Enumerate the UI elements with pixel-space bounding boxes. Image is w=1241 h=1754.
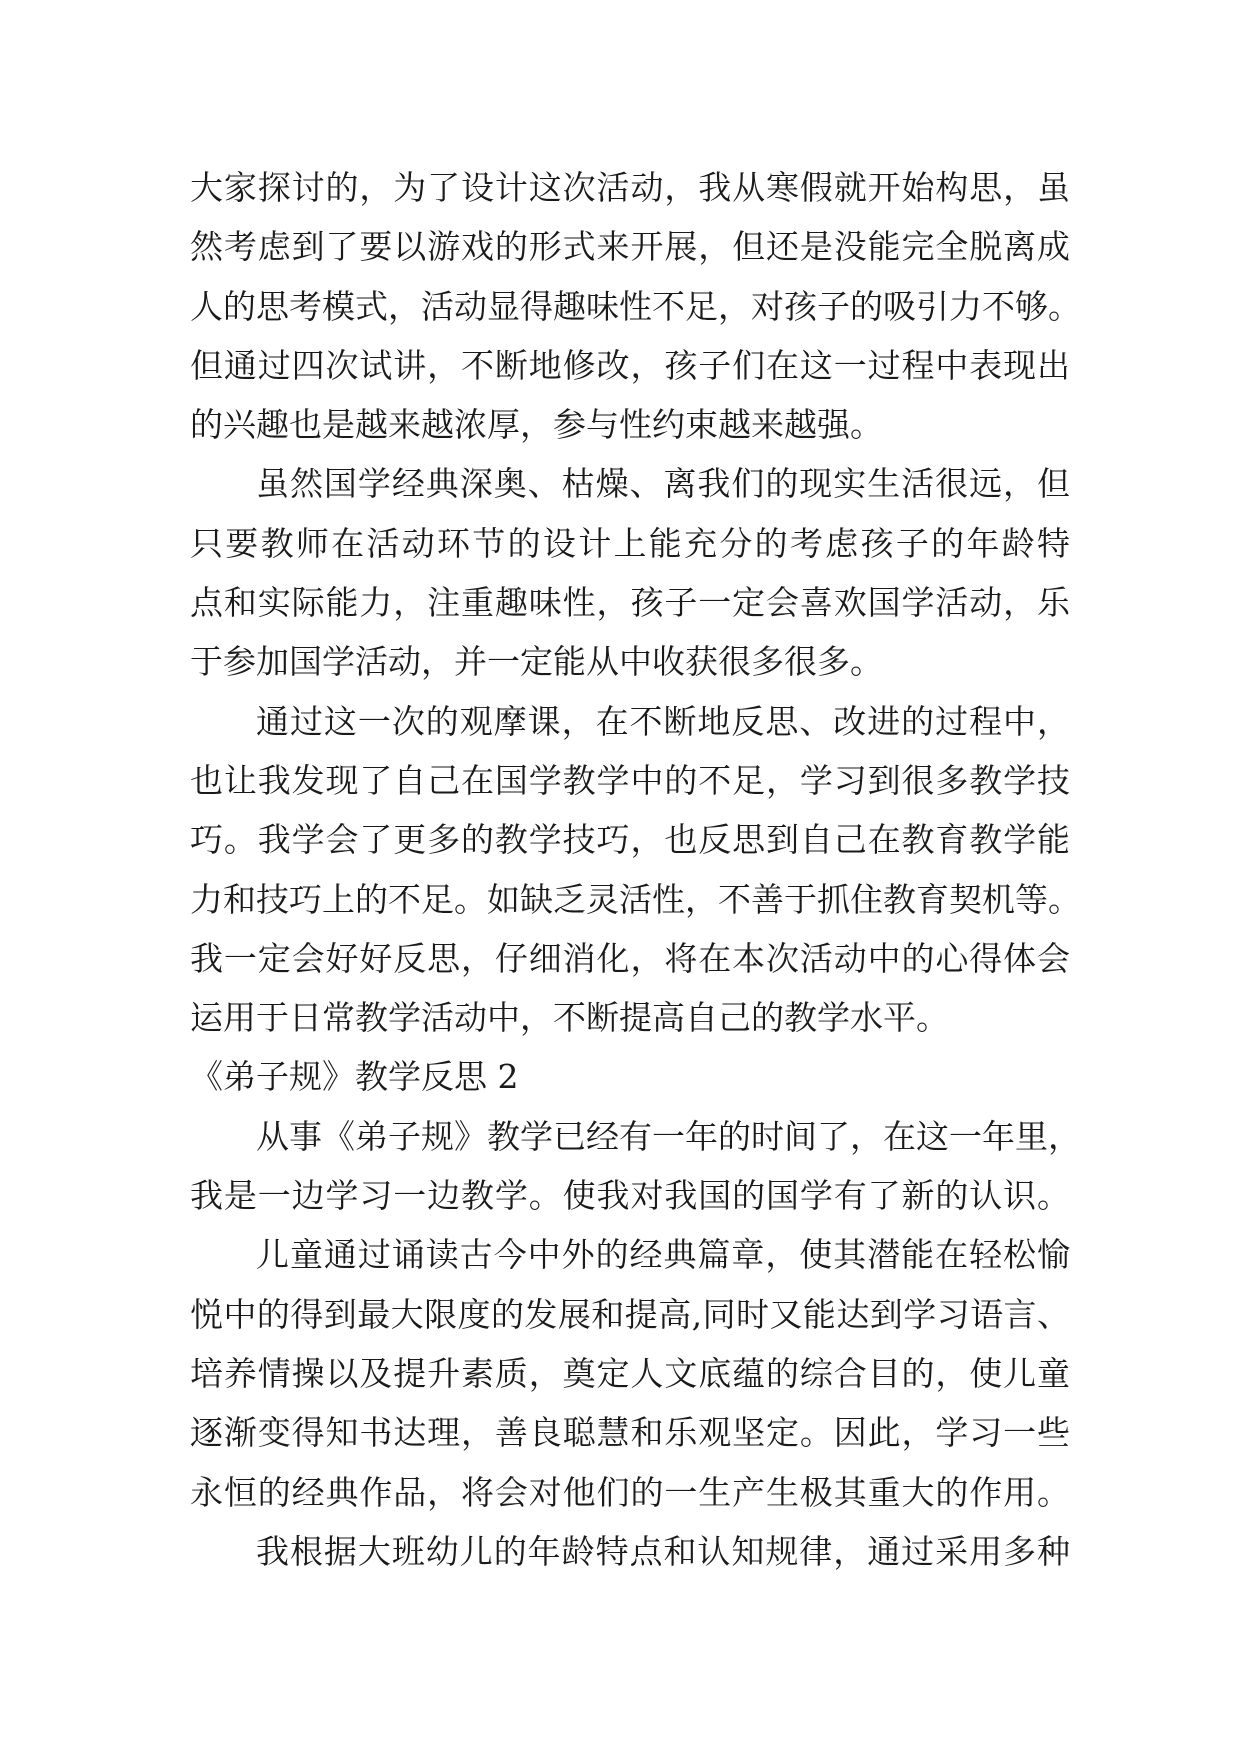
text-line: 点和实际能力，注重趣味性，孩子一定会喜欢国学活动，乐 <box>190 583 1070 623</box>
text-line: 我根据大班幼儿的年龄特点和认知规律，通过采用多种 <box>256 1531 1070 1571</box>
text-line: 永恒的经典作品，将会对他们的一生产生极其重大的作用。 <box>190 1472 1070 1512</box>
document-body <box>190 158 1081 1581</box>
text-line: 的兴趣也是越来越浓厚，参与性约束越来越强。 <box>190 405 883 445</box>
text-line: 巧。我学会了更多的教学技巧，也反思到自己在教育教学能 <box>190 820 1070 860</box>
text-line: 于参加国学活动，并一定能从中收获很多很多。 <box>190 642 883 682</box>
text-line: 逐渐变得知书达理，善良聪慧和乐观坚定。因此，学习一些 <box>190 1413 1070 1453</box>
text-line: 然考虑到了要以游戏的形式来开展，但还是没能完全脱离成 <box>190 227 1070 267</box>
text-line: 通过这一次的观摩课，在不断地反思、改进的过程中， <box>256 701 1070 741</box>
text-line: 运用于日常教学活动中，不断提高自己的教学水平。 <box>190 998 949 1038</box>
text-line: 儿童通过诵读古今中外的经典篇章，使其潜能在轻松愉 <box>256 1235 1070 1275</box>
text-line: 培养情操以及提升素质，奠定人文底蕴的综合目的，使儿童 <box>190 1353 1070 1393</box>
text-line: 大家探讨的，为了设计这次活动，我从寒假就开始构思，虽 <box>190 168 1070 207</box>
text-line: 但通过四次试讲，不断地修改，孩子们在这一过程中表现出 <box>190 345 1070 385</box>
text-line: 悦中的得到最大限度的发展和提高,同时又能达到学习语言、 <box>190 1294 1070 1334</box>
text-line: 人的思考模式，活动显得趣味性不足，对孩子的吸引力不够。 <box>190 286 1081 326</box>
text-line: 我一定会好好反思，仔细消化，将在本次活动中的心得体会 <box>190 938 1070 978</box>
text-line: 只要教师在活动环节的设计上能充分的考虑孩子的年龄特 <box>190 523 1070 563</box>
section-heading: 《弟子规》教学反思 2 <box>190 1057 519 1097</box>
text-line: 力和技巧上的不足。如缺乏灵活性，不善于抓住教育契机等。 <box>190 879 1081 919</box>
text-line: 我是一边学习一边教学。使我对我国的国学有了新的认识。 <box>190 1176 1070 1216</box>
text-line: 虽然国学经典深奥、枯燥、离我们的现实生活很远，但 <box>256 464 1070 504</box>
text-line: 也让我发现了自己在国学教学中的不足，学习到很多教学技 <box>190 760 1070 800</box>
text-line: 从事《弟子规》教学已经有一年的时间了，在这一年里， <box>256 1116 1081 1156</box>
